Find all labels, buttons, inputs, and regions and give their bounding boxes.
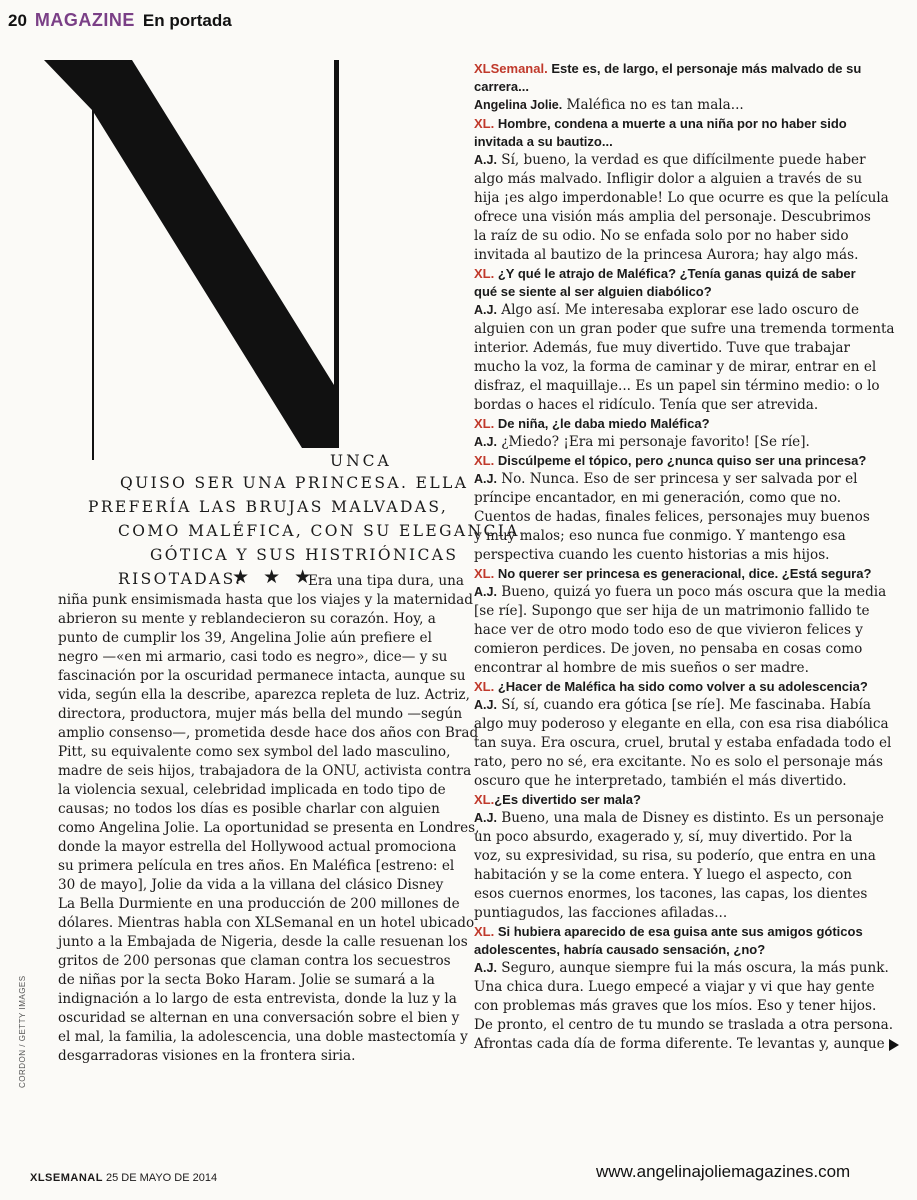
answer-line: [474, 621, 870, 640]
interview-question: [474, 678, 870, 696]
answer-text: interior. Además, fue muy divertido. Tuve que trabajar: [474, 340, 851, 356]
interviewer-tag: XL.: [474, 266, 495, 281]
intro-line: directora, productora, mujer más bella del mundo —según: [58, 706, 463, 722]
answer-line: [474, 508, 870, 527]
interview-question: [474, 923, 870, 959]
intro-line: abrieron su mente y reblandecieron su corazón. Hoy, a: [58, 611, 436, 627]
interview-question: [474, 452, 870, 470]
answer-text: Bueno, una mala de Disney es distinto. Es un personaje: [496, 810, 884, 826]
question-text: Este es, de largo, el personaje más malvado de su: [547, 61, 862, 76]
qa-block: [474, 452, 870, 565]
intro-line: madre de seis hijos, trabajadora de la ONU, activista contra: [58, 763, 472, 779]
answer-text: príncipe encantador, en mi generación, como que no.: [474, 490, 842, 506]
speaker-tag: A.J.: [474, 472, 497, 486]
speaker-tag: A.J.: [474, 153, 497, 167]
question-line: [474, 265, 870, 283]
answer-line: [474, 96, 870, 115]
interview-question: [474, 115, 870, 151]
question-text: De niña, ¿le daba miedo Maléfica?: [494, 416, 710, 431]
answer-line: [474, 320, 895, 339]
lead-line-1: UNCA: [330, 452, 392, 470]
question-text: carrera...: [474, 79, 529, 94]
answer-text: hace ver de otro modo todo eso de que vivieron felices y: [474, 622, 863, 638]
question-line: [474, 133, 870, 151]
answer-line: [474, 772, 870, 791]
answer-text: Afrontas cada día de forma diferente. Te levantas y, aunque: [474, 1036, 885, 1052]
answer-line: [474, 866, 870, 885]
answer-line: [474, 959, 889, 978]
answer-text: la raíz de su odio. No se enfada solo por no haber sido: [474, 228, 849, 244]
answer-text: comieron perdices. De joven, no pensaba en cosas como: [474, 641, 863, 657]
photo-credit: CORDON / GETTY IMAGES: [18, 975, 27, 1088]
question-text: ¿Es divertido ser mala?: [494, 792, 641, 807]
intro-line: oscuridad se alternan en una conversación sobre el bien y: [58, 1010, 460, 1026]
intro-line: 30 de mayo], Jolie da vida a la villana del clásico Disney: [58, 877, 444, 893]
answer-line: [474, 527, 870, 546]
intro-line: como Angelina Jolie. La oportunidad se presenta en Londres,: [58, 820, 480, 836]
intro-line: punto de cumplir los 39, Angelina Jolie aún prefiere el: [58, 630, 432, 646]
speaker-tag: A.J.: [474, 303, 497, 317]
answer-line: [474, 546, 870, 565]
answer-text: algo muy poderoso y elegante en ella, con esa risa diabólica: [474, 716, 889, 732]
question-line: [474, 452, 870, 470]
question-line: [474, 60, 870, 78]
website-watermark: www.angelinajoliemagazines.com: [596, 1162, 851, 1181]
speaker-tag: A.J.: [474, 811, 497, 825]
answer-text: Una chica dura. Luego empecé a viajar y vi que hay gente: [474, 979, 875, 995]
answer-line: [474, 396, 870, 415]
intro-line: junto a la Embajada de Nigeria, desde la calle resuenan los: [58, 934, 468, 950]
answer-text: bordas o haces el ridículo. Tenía que ser atrevida.: [474, 397, 819, 413]
answer-text: perspectiva cuando les cuento historias a mis hijos.: [474, 547, 830, 563]
intro-line: vida, según ella la describe, aparezca repleta de luz. Actriz,: [58, 687, 470, 703]
answer-text: De pronto, el centro de tu mundo se traslada a otra persona.: [474, 1017, 894, 1033]
answer-text: Maléfica no es tan mala...: [562, 97, 744, 113]
interview-question: [474, 565, 870, 583]
lead-line-2: QUISO SER UNA PRINCESA. ELLA: [120, 474, 469, 492]
interviewer-tag: XL.: [474, 566, 495, 581]
answer-text: Seguro, aunque siempre fui la más oscura, la más punk.: [496, 960, 889, 976]
answer-line: [474, 696, 870, 715]
answer-text: mucho la voz, la forma de caminar y de mirar, entrar en el: [474, 359, 877, 375]
qa-block: [474, 415, 870, 452]
answer-line: [474, 246, 870, 265]
interviewer-tag: XL.: [474, 679, 495, 694]
answer-line: [474, 1035, 885, 1054]
answer-line: [474, 377, 880, 396]
answer-text: Sí, sí, cuando era gótica [se ríe]. Me fascinaba. Había: [496, 697, 871, 713]
section-label: En portada: [142, 11, 232, 30]
intro-line: el mal, la familia, la adolescencia, una doble mastectomía y: [58, 1029, 468, 1045]
interview-column: [474, 60, 895, 1054]
answer-text: hija ¡es algo imperdonable! Lo que ocurre es que la película: [474, 190, 889, 206]
lead-line-3: PREFERÍA LAS BRUJAS MALVADAS,: [88, 498, 449, 516]
intro-line: amplio consenso—, prometida desde hace dos años con Brad: [58, 725, 479, 741]
answer-line: [474, 433, 870, 452]
interviewer-tag: XL.: [474, 924, 495, 939]
interviewer-tag: XLSemanal.: [474, 61, 548, 76]
answer-line: [474, 470, 870, 489]
answer-line: [474, 358, 877, 377]
answer-text: esos cuernos enormes, los tacones, las capas, los dientes: [474, 886, 868, 902]
answer-line: [474, 151, 870, 170]
answer-line: [474, 753, 883, 772]
answer-line: [474, 809, 884, 828]
qa-block: [474, 678, 892, 791]
answer-text: invitada al bautizo de la princesa Aurora; hay algo más.: [474, 247, 859, 263]
answer-line: [474, 715, 889, 734]
answer-line: [474, 189, 889, 208]
speaker-tag: Angelina Jolie.: [474, 98, 563, 112]
answer-text: oscuro que he interpretado, también el más divertido.: [474, 773, 847, 789]
publication-name: XLSEMANAL: [30, 1172, 103, 1184]
interview-answer: [474, 151, 889, 265]
interview-answer: [474, 809, 884, 923]
interviewer-tag: XL.: [474, 792, 495, 807]
qa-block: [474, 791, 884, 923]
answer-line: [474, 489, 870, 508]
intro-line: su primera película en tres años. En Maléfica [estreno: el: [58, 858, 455, 874]
question-line: [474, 923, 870, 941]
qa-block: [474, 265, 895, 415]
answer-text: Bueno, quizá yo fuera un poco más oscura que la media: [496, 584, 887, 600]
continue-arrow-icon: [889, 1039, 899, 1051]
qa-block: [474, 115, 889, 265]
question-text: Si hubiera aparecido de esa guisa ante sus amigos góticos: [494, 924, 863, 939]
answer-text: Algo así. Me interesaba explorar ese lado oscuro de: [496, 302, 860, 318]
intro-line: gritos de 200 personas que claman contra los secuestros: [58, 953, 451, 969]
answer-line: [474, 904, 870, 923]
interview-question: [474, 791, 870, 809]
question-text: Hombre, condena a muerte a una niña por no haber sido: [494, 116, 847, 131]
question-text: ¿Y qué le atrajo de Maléfica? ¿Tenía ganas quizá de saber: [494, 266, 856, 281]
answer-line: [474, 659, 870, 678]
answer-text: disfraz, el maquillaje... Es un papel sin término medio: o lo: [474, 378, 880, 394]
question-line: [474, 565, 870, 583]
answer-text: Cuentos de hadas, finales felices, personajes muy buenos: [474, 509, 870, 525]
question-line: [474, 78, 870, 96]
intro-line: fascinación por la oscuridad permanece intacta, aunque su: [58, 668, 466, 684]
answer-line: [474, 170, 870, 189]
answer-text: [se ríe]. Supongo que ser hija de un matrimonio fallido te: [474, 603, 870, 619]
answer-line: [474, 602, 870, 621]
answer-line: [474, 640, 870, 659]
question-line: [474, 283, 870, 301]
question-line: [474, 678, 870, 696]
answer-line: [474, 997, 877, 1016]
intro-line: de niñas por la secta Boko Haram. Jolie se sumará a la: [58, 972, 435, 988]
interviewer-tag: XL.: [474, 453, 495, 468]
issue-date: 25 DE MAYO DE 2014: [106, 1172, 218, 1184]
speaker-tag: A.J.: [474, 698, 497, 712]
interview-question: [474, 60, 870, 96]
intro-line: desgarradoras visiones en la frontera siria.: [58, 1048, 356, 1064]
page-header: [8, 10, 232, 34]
question-line: [474, 115, 870, 133]
question-line: [474, 415, 870, 433]
intro-line: dólares. Mientras habla con XLSemanal en un hotel ubicado: [58, 915, 475, 931]
magazine-label: MAGAZINE: [34, 10, 135, 30]
speaker-tag: A.J.: [474, 585, 497, 599]
interview-answer: [474, 301, 895, 415]
interview-answer: [474, 470, 870, 565]
speaker-tag: A.J.: [474, 435, 497, 449]
answer-text: voz, su expresividad, su risa, su poderío, que entra en una: [474, 848, 876, 864]
question-text: No querer ser princesa es generacional, dice. ¿Está segura?: [494, 566, 872, 581]
question-text: qué se siente al ser alguien diabólico?: [474, 284, 712, 299]
lead-line-6: RISOTADAS.: [118, 570, 243, 588]
answer-text: habitación y se la come entera. Y luego el aspecto, con: [474, 867, 853, 883]
answer-line: [474, 339, 870, 358]
intro-line: Era una tipa dura, una: [308, 573, 465, 589]
intro-line: niña punk ensimismada hasta que los viajes y la maternidad: [58, 592, 473, 608]
qa-block: [474, 565, 887, 678]
intro-line: La Bella Durmiente en una producción de 200 millones de: [58, 896, 460, 912]
interview-question: [474, 265, 870, 301]
question-text: adolescentes, habría causado sensación, ¿no?: [474, 942, 766, 957]
answer-text: algo más malvado. Infligir dolor a alguien a través de su: [474, 171, 863, 187]
answer-line: [474, 227, 870, 246]
answer-line: [474, 301, 870, 320]
interview-answer: [474, 959, 894, 1054]
answer-line: [474, 1016, 894, 1035]
question-line: [474, 791, 870, 809]
interview-answer: [474, 96, 870, 115]
answer-text: No. Nunca. Eso de ser princesa y ser salvada por el: [496, 471, 858, 487]
page-number: 20: [8, 11, 27, 30]
answer-text: un poco absurdo, exagerado y, sí, muy divertido. Por la: [474, 829, 853, 845]
answer-text: con problemas más graves que los míos. Eso y tener hijos.: [474, 998, 877, 1014]
answer-text: tan suya. Era oscura, cruel, brutal y estaba enfadada todo el: [474, 735, 892, 751]
question-text: ¿Hacer de Maléfica ha sido como volver a su adolescencia?: [494, 679, 868, 694]
intro-line: donde la mayor estrella del Hollywood actual promociona: [58, 839, 457, 855]
answer-text: encontrar al hombre de mis sueños o ser madre.: [474, 660, 809, 676]
answer-line: [474, 828, 870, 847]
answer-text: y muy malos; eso nunca fue conmigo. Y mantengo esa: [474, 528, 846, 544]
interviewer-tag: XL.: [474, 416, 495, 431]
answer-text: Sí, bueno, la verdad es que difícilmente puede haber: [496, 152, 866, 168]
intro-line: la violencia sexual, celebridad implicada en todo tipo de: [58, 782, 446, 798]
answer-text: ¿Miedo? ¡Era mi personaje favorito! [Se ríe].: [496, 434, 810, 450]
footer-publication: [30, 1172, 217, 1184]
intro-text: [58, 572, 480, 1066]
answer-line: [474, 583, 887, 602]
qa-block: [474, 923, 894, 1054]
lead-line-5: GÓTICA Y SUS HISTRIÓNICAS: [150, 546, 459, 564]
lead-line-4: COMO MALÉFICA, CON SU ELEGANCIA: [118, 522, 520, 540]
interview-answer: [474, 696, 892, 791]
answer-line: [474, 734, 892, 753]
question-line: [474, 941, 870, 959]
speaker-tag: A.J.: [474, 961, 497, 975]
answer-line: [474, 847, 876, 866]
interviewer-tag: XL.: [474, 116, 495, 131]
answer-text: rato, pero no sé, era excitante. No es solo el personaje más: [474, 754, 883, 770]
answer-line: [474, 208, 870, 227]
interview-answer: [474, 583, 887, 678]
answer-text: ofrece una visión más amplia del personaje. Descubrimos: [474, 209, 871, 225]
answer-text: alguien con un gran poder que sufre una tremenda tormenta: [474, 321, 895, 337]
intro-line: Pitt, su equivalente como sex symbol del lado masculino,: [58, 744, 451, 760]
answer-line: [474, 978, 875, 997]
interview-question: [474, 415, 870, 433]
intro-line: causas; no todos los días es posible charlar con alguien: [58, 801, 440, 817]
star-rating: ★ ★ ★: [232, 566, 316, 588]
question-text: invitada a su bautizo...: [474, 134, 613, 149]
intro-line: negro —«en mi armario, casi todo es negro», dice— y su: [58, 649, 448, 665]
interview-answer: [474, 433, 870, 452]
answer-line: [474, 885, 870, 904]
answer-text: puntiagudos, las facciones afiladas...: [474, 905, 728, 921]
drop-cap-n: [4, 50, 384, 470]
intro-line: indignación a lo largo de esta entrevista, donde la luz y la: [58, 991, 457, 1007]
qa-block: [474, 60, 870, 115]
question-text: Discúlpeme el tópico, pero ¿nunca quiso ser una princesa?: [494, 453, 867, 468]
